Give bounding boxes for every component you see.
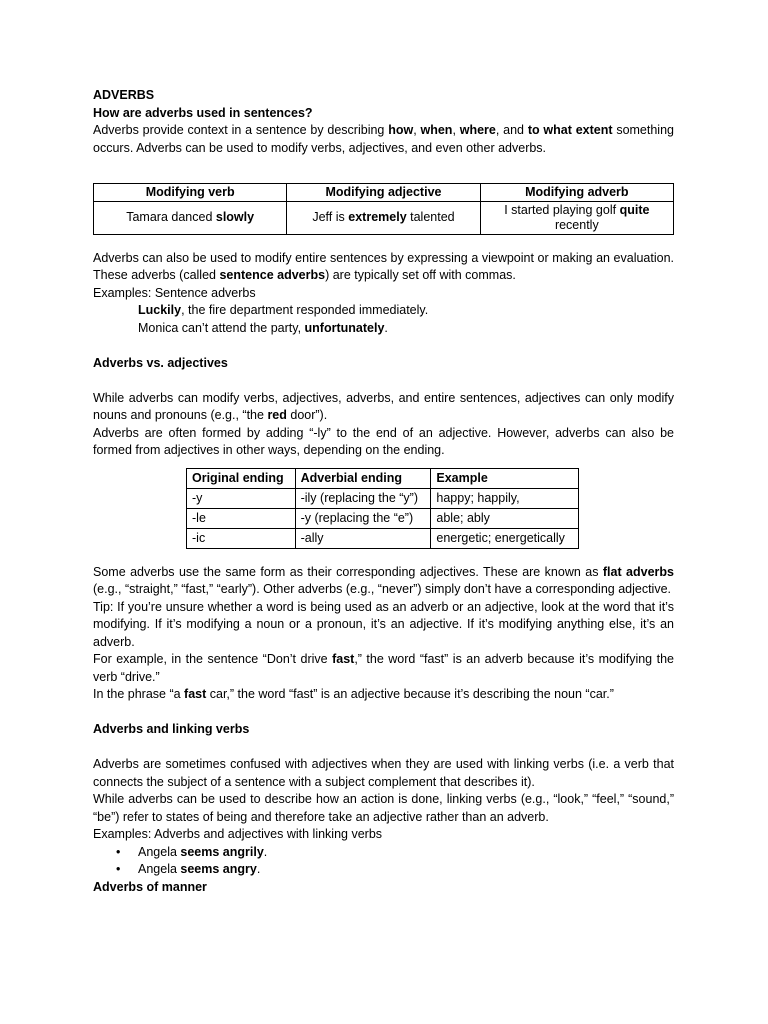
bold-text: extremely — [348, 210, 407, 224]
table-header: Modifying verb — [94, 183, 287, 201]
bold-text: flat adverbs — [602, 564, 674, 579]
bold-text: when — [420, 123, 453, 137]
text-run: , — [413, 123, 421, 137]
text-run: Adverbs can also be used to modify entire sentences by expressing a viewpoint or making an evaluation. These adverbs (called — [93, 250, 674, 282]
text-run: Tamara danced — [126, 210, 216, 224]
bold-text: seems angrily — [180, 844, 264, 859]
table-cell: -le — [187, 508, 296, 528]
examples-label: Examples: Adverbs and adjectives with linking verbs — [93, 827, 383, 841]
section-question: How are adverbs used in sentences? — [93, 105, 313, 120]
list-item — [138, 861, 674, 879]
text-run: recently — [554, 217, 599, 232]
table-cell: -ally — [295, 528, 431, 548]
bold-text: seems angry — [180, 862, 257, 876]
table-cell: -ily (replacing the “y”) — [295, 488, 431, 508]
table-header: Original ending — [187, 468, 296, 488]
example-paragraph — [93, 651, 674, 686]
intro-paragraph — [93, 122, 674, 157]
table-cell — [94, 201, 287, 234]
flat-adverbs-paragraph — [93, 564, 674, 599]
table-row — [187, 508, 579, 528]
text-run: car,” the word “fast” is an adjective because it’s describing the noun “car.” — [206, 687, 614, 701]
table-cell: -y — [187, 488, 296, 508]
formation-paragraph: Adverbs are often formed by adding “-ly” to the end of an adjective. However, adverbs can also be formed from adjectives in other ways, depending on the ending. — [93, 425, 674, 457]
text-run: Angela — [138, 844, 181, 859]
text-run: , the fire department responded immediately. — [181, 303, 429, 317]
text-run: . — [263, 844, 268, 859]
text-run: Some adverbs use the same form as their corresponding adjectives. These are known as — [93, 564, 603, 579]
bold-text: how — [388, 123, 414, 137]
endings-table — [186, 468, 579, 549]
section-heading: Adverbs and linking verbs — [93, 722, 250, 736]
text-run: Jeff is — [312, 210, 349, 224]
text-run: ) are typically set off with commas. — [325, 268, 516, 282]
text-run: talented — [406, 210, 455, 224]
bold-text: unfortunately — [304, 320, 385, 335]
linking-verbs-paragraph: Adverbs are sometimes confused with adjectives when they are used with linking verbs (i.e. a verb that connects the subject of a sentence with a subject complement that describes it). — [93, 757, 674, 789]
bold-text: sentence adverbs — [219, 268, 326, 282]
tip-paragraph: Tip: If you’re unsure whether a word is being used as an adverb or an adjective, look at the word that it’s modifying. If it’s modifying a noun or a pronoun, it’s an adjective. If it’s modifying anything else, it’s an adverb. — [93, 599, 674, 649]
example-sentence — [93, 320, 674, 338]
text-run: , and — [495, 123, 528, 137]
bold-text: where — [459, 123, 496, 137]
table-cell: happy; happily, — [431, 488, 579, 508]
text-run: While adverbs can modify verbs, adjectives, adverbs, and entire sentences, adjectives can only modify nouns and pronouns (e.g., “the — [93, 390, 674, 422]
table-row — [187, 488, 579, 508]
examples-label: Examples: Sentence adverbs — [93, 285, 256, 300]
bold-text: quite — [619, 202, 650, 217]
section-heading: Adverbs vs. adjectives — [93, 355, 228, 370]
table-header: Modifying adjective — [287, 183, 480, 201]
table-header: Example — [431, 468, 579, 488]
text-run: Adverbs provide context in a sentence by describing — [93, 123, 389, 137]
text-run: door”). — [286, 408, 328, 422]
text-run: . — [256, 862, 261, 876]
document-title: ADVERBS — [93, 88, 155, 102]
table-cell: able; ably — [431, 508, 579, 528]
example-list — [93, 844, 674, 879]
text-run: ,” the word “fast” is an adverb because it’s modifying the verb “drive.” — [93, 652, 674, 684]
table-header: Adverbial ending — [295, 468, 431, 488]
bold-text: slowly — [215, 210, 255, 224]
text-run: . — [384, 320, 388, 335]
text-run: I started playing golf — [504, 202, 620, 217]
bold-text: fast — [184, 687, 207, 701]
text-run: Angela — [138, 862, 181, 876]
text-run: (e.g., “straight,” “fast,” “early”). Other adverbs (e.g., “never”) simply don’t have a corresponding adjective. — [93, 582, 672, 596]
adverbs-vs-adjectives-paragraph — [93, 390, 674, 425]
text-run: Monica can’t attend the party, — [138, 320, 305, 335]
table-cell: -ic — [187, 528, 296, 548]
example-sentence — [93, 302, 674, 320]
table-row — [187, 528, 579, 548]
bold-text: red — [267, 408, 287, 422]
bold-text: to what extent — [527, 123, 613, 137]
bold-text: Luckily — [138, 303, 182, 317]
table-cell — [480, 201, 673, 234]
text-run: For example, in the sentence “Don’t drive — [93, 652, 333, 666]
table-cell: -y (replacing the “e”) — [295, 508, 431, 528]
section-heading: Adverbs of manner — [93, 879, 207, 894]
table-header: Modifying adverb — [480, 183, 673, 201]
modifying-table — [93, 183, 674, 235]
example-paragraph — [93, 686, 674, 704]
list-item — [138, 844, 674, 862]
sentence-adverbs-paragraph — [93, 250, 674, 285]
bold-text: fast — [332, 652, 355, 666]
table-cell: energetic; energetically — [431, 528, 579, 548]
text-run: , — [452, 123, 460, 137]
text-run: In the phrase “a — [93, 687, 185, 701]
table-cell — [287, 201, 480, 234]
text-run: something occurs. Adverbs can be used to modify verbs, adjectives, and even other adverbs. — [93, 123, 674, 155]
linking-verbs-paragraph: While adverbs can be used to describe how an action is done, linking verbs (e.g., “look,” “feel,” “sound,” “be”) refer to states of being and therefore take an adjective rather than an adverb. — [93, 792, 674, 824]
